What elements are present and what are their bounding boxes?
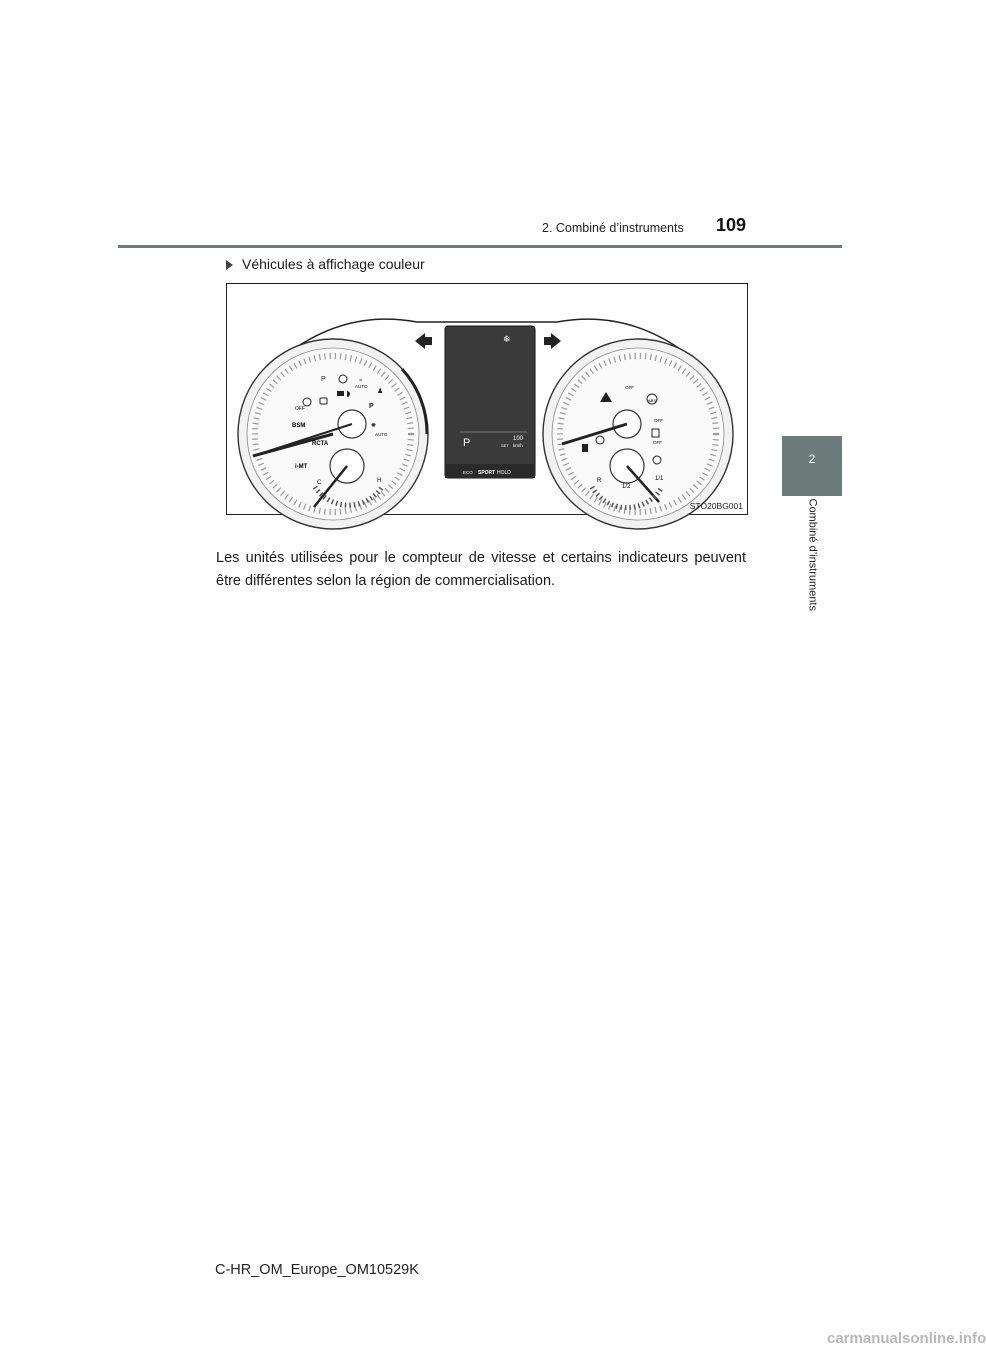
center-display bbox=[445, 326, 535, 478]
watermark: carmanualsonline.info bbox=[827, 1330, 986, 1347]
right-turn-arrow-icon bbox=[544, 333, 561, 349]
chapter-title: Combiné d’instruments bbox=[806, 498, 819, 611]
chapter-tab[interactable] bbox=[782, 436, 842, 496]
right-label-off-1: OFF bbox=[625, 385, 634, 390]
svg-text:≈: ≈ bbox=[359, 378, 363, 384]
left-label-cold: C bbox=[317, 480, 322, 486]
left-turn-arrow-icon bbox=[415, 333, 432, 349]
bullet-heading bbox=[226, 256, 425, 272]
fuel-label-reserve: R bbox=[597, 478, 602, 484]
left-label-off: OFF bbox=[295, 406, 305, 412]
left-label-imt: i-MT bbox=[295, 464, 308, 470]
svg-text:P: P bbox=[369, 403, 374, 410]
svg-text:P: P bbox=[321, 376, 326, 383]
body-paragraph: Les unités utilisées pour le compteur de vitesse et certains indicateurs peuvent être différentes selon la région de commercialisation. bbox=[216, 550, 746, 589]
left-label-bsm: BSM bbox=[292, 423, 306, 429]
section-title: 2. Combiné d’instruments bbox=[542, 221, 684, 235]
left-gauge bbox=[238, 339, 428, 529]
bullet-arrow-icon bbox=[226, 260, 233, 270]
display-mode-eco: ECO bbox=[463, 470, 473, 475]
fuel-label-full: 1/1 bbox=[655, 476, 664, 482]
left-label-hot: H bbox=[377, 478, 382, 484]
snowflake-icon: ❄ bbox=[503, 335, 511, 345]
header-rule bbox=[118, 245, 842, 248]
chapter-number: 2 bbox=[808, 452, 816, 466]
right-label-abs: ABS bbox=[648, 398, 657, 403]
bullet-text: Véhicules à affichage couleur bbox=[242, 256, 425, 272]
left-label-rcta: RCTA bbox=[312, 441, 329, 447]
instrument-cluster-figure bbox=[226, 283, 748, 515]
footer-doc-code: C-HR_OM_Europe_OM10529K bbox=[215, 1262, 419, 1278]
right-label-off-3: OFF bbox=[653, 440, 662, 445]
fuel-label-half: 1/2 bbox=[622, 484, 631, 490]
display-mode-sport: SPORT bbox=[478, 470, 496, 476]
display-gear: P bbox=[463, 437, 471, 449]
figure-code: STO20BG001 bbox=[689, 501, 743, 511]
display-mode-hold: HOLD bbox=[497, 470, 511, 476]
display-set-label: SET bbox=[501, 443, 509, 448]
right-label-off-2: OFF bbox=[654, 418, 663, 423]
svg-text:♟: ♟ bbox=[377, 388, 384, 395]
svg-text:✺: ✺ bbox=[371, 423, 377, 429]
display-set-speed: 100 bbox=[513, 436, 524, 442]
display-unit: km/h bbox=[513, 443, 523, 448]
left-label-auto-1: AUTO bbox=[355, 384, 368, 389]
page-number: 109 bbox=[716, 215, 747, 235]
left-label-auto-2: AUTO bbox=[375, 432, 388, 437]
chapter-title-vertical bbox=[800, 498, 822, 640]
instrument-cluster-illustration bbox=[227, 284, 747, 514]
